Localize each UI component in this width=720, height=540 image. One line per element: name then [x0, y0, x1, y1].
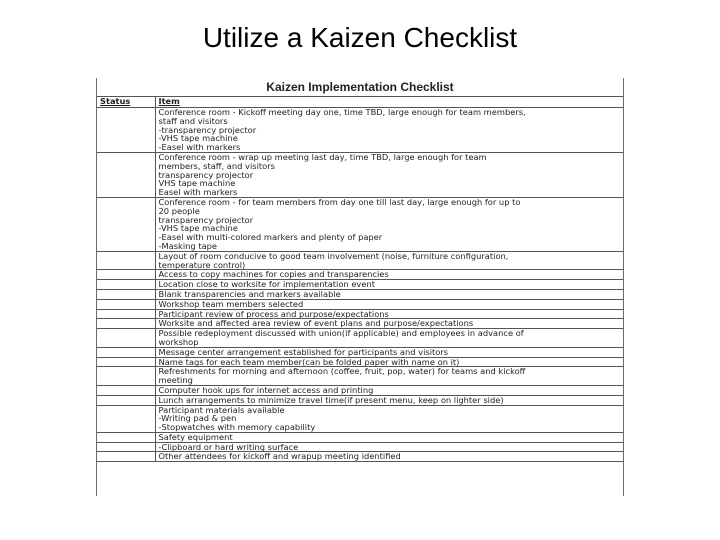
status-cell[interactable] [97, 442, 155, 452]
status-column-header: Status [97, 97, 155, 108]
item-cell: Participant materials available -Writing pad & pen -Stopwatches with memory capability [155, 405, 623, 432]
table-header-row [97, 97, 623, 108]
table-row [97, 367, 623, 386]
table-row [97, 270, 623, 280]
item-cell: Conference room - wrap up meeting last day, time TBD, large enough for team members, staff, and visitors transparency projector VHS tape machine Easel with markers [155, 152, 623, 197]
table-row [97, 152, 623, 197]
item-cell: Name tags for each team member(can be folded paper with name on it) [155, 357, 623, 367]
status-cell[interactable] [97, 251, 155, 270]
status-cell[interactable] [97, 289, 155, 299]
table-row [97, 405, 623, 432]
item-cell: Conference room - Kickoff meeting day one, time TBD, large enough for team members, staff and visitors -transparency projector -VHS tape machine -Easel with markers [155, 108, 623, 153]
item-cell: Message center arrangement established for participants and visitors [155, 347, 623, 357]
table-row [97, 385, 623, 395]
checklist-table [97, 96, 623, 462]
table-row [97, 319, 623, 329]
status-cell[interactable] [97, 395, 155, 405]
item-cell: Location close to worksite for implementation event [155, 280, 623, 290]
checklist-title: Kaizen Implementation Checklist [266, 80, 454, 94]
table-row [97, 280, 623, 290]
status-cell[interactable] [97, 357, 155, 367]
status-cell[interactable] [97, 152, 155, 197]
table-row [97, 357, 623, 367]
table-row [97, 289, 623, 299]
item-cell: Other attendees for kickoff and wrapup meeting identified [155, 452, 623, 462]
item-cell: Computer hook ups for internet access and printing [155, 385, 623, 395]
table-row [97, 299, 623, 309]
status-cell[interactable] [97, 385, 155, 395]
table-row [97, 452, 623, 462]
item-cell: Possible redeployment discussed with union(if applicable) and employees in advance of workshop [155, 329, 623, 348]
item-cell: Blank transparencies and markers available [155, 289, 623, 299]
table-row [97, 329, 623, 348]
item-cell: Worksite and affected area review of event plans and purpose/expectations [155, 319, 623, 329]
item-cell: Refreshments for morning and afternoon (coffee, fruit, pop, water) for teams and kickoff meeting [155, 367, 623, 386]
table-row [97, 347, 623, 357]
table-row [97, 432, 623, 442]
status-cell[interactable] [97, 319, 155, 329]
status-cell[interactable] [97, 280, 155, 290]
checklist-document [96, 78, 624, 496]
status-cell[interactable] [97, 347, 155, 357]
status-cell[interactable] [97, 432, 155, 442]
status-cell[interactable] [97, 329, 155, 348]
item-cell: Workshop team members selected [155, 299, 623, 309]
status-cell[interactable] [97, 367, 155, 386]
status-cell[interactable] [97, 309, 155, 319]
table-row [97, 309, 623, 319]
status-cell[interactable] [97, 270, 155, 280]
item-cell: Lunch arrangements to minimize travel time(if present menu, keep on lighter side) [155, 395, 623, 405]
item-cell: Access to copy machines for copies and transparencies [155, 270, 623, 280]
item-cell: -Clipboard or hard writing surface [155, 442, 623, 452]
status-cell[interactable] [97, 452, 155, 462]
item-cell: Safety equipment [155, 432, 623, 442]
status-cell[interactable] [97, 197, 155, 251]
table-row [97, 442, 623, 452]
table-row [97, 395, 623, 405]
table-row [97, 197, 623, 251]
slide-title: Utilize a Kaizen Checklist [202, 22, 518, 53]
status-cell[interactable] [97, 299, 155, 309]
table-row [97, 251, 623, 270]
status-cell[interactable] [97, 108, 155, 153]
item-cell: Participant review of process and purpose/expectations [155, 309, 623, 319]
item-column-header: Item [155, 97, 623, 108]
table-row [97, 108, 623, 153]
item-cell: Layout of room conducive to good team involvement (noise, furniture configuration, temperature control) [155, 251, 623, 270]
status-cell[interactable] [97, 405, 155, 432]
item-cell: Conference room - for team members from day one till last day, large enough for up to 20 people transparency projector -VHS tape machine -Easel with multi-colored markers and plenty of paper -Masking tape [155, 197, 623, 251]
